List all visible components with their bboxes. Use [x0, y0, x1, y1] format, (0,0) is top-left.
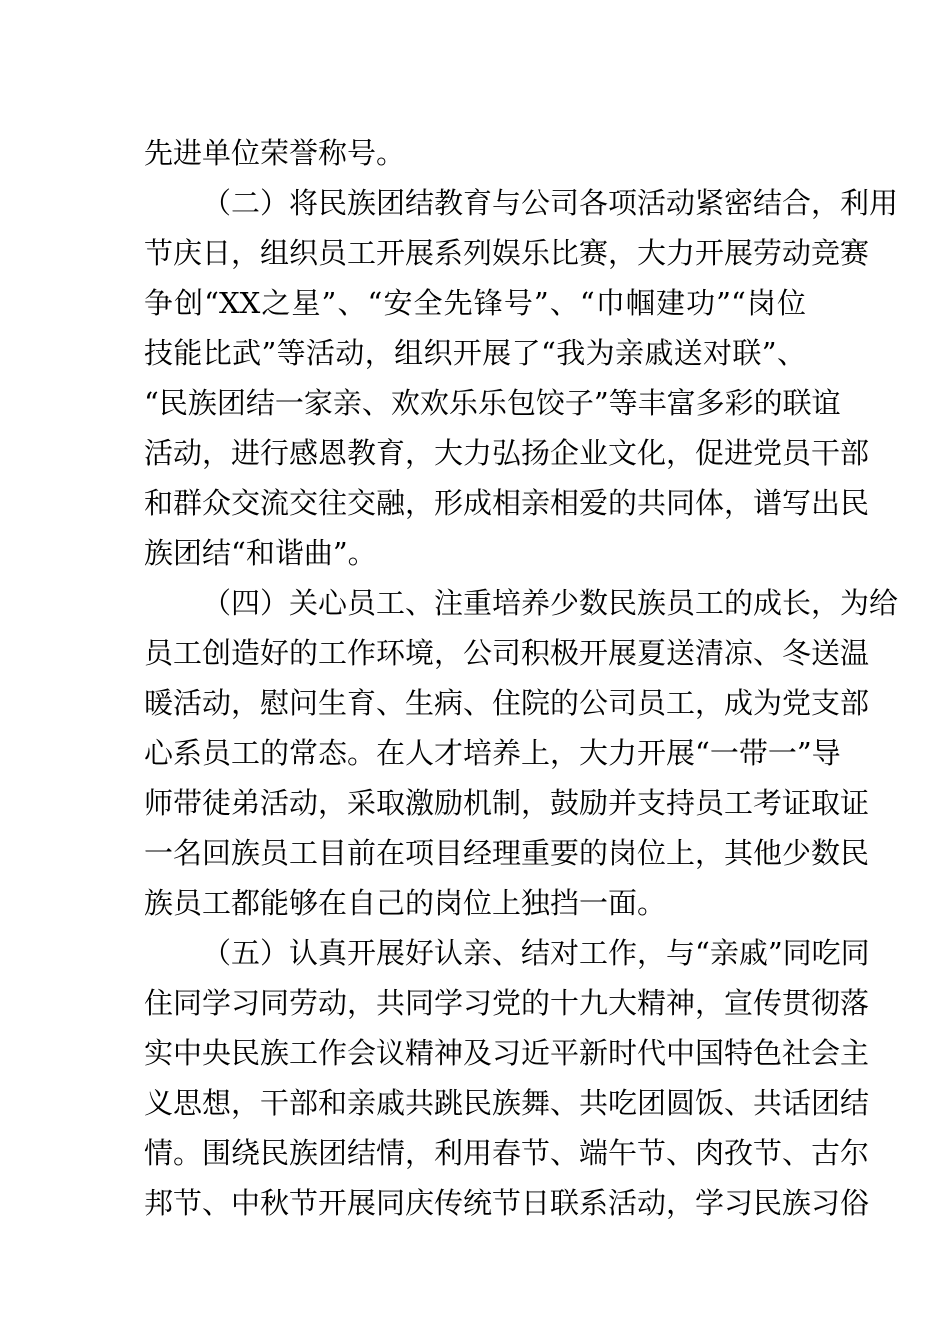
text-line: “民族团结一家亲、欢欢乐乐包饺子”等丰富多彩的联谊 [144, 386, 841, 420]
paragraph-p3 [144, 928, 870, 1228]
text-line: 住同学习同劳动，共同学习党的十九大精神，宣传贯彻落 [144, 986, 870, 1020]
text-line: 争创“XX之星”、“安全先锋号”、“巾帼建功”“岗位 [144, 286, 806, 320]
text-line: （五）认真开展好认亲、结对工作，与“亲戚”同吃同 [202, 936, 870, 970]
text-line: 技能比武”等活动，组织开展了“我为亲戚送对联”、 [144, 336, 806, 370]
text-line: 情。围绕民族团结情，利用春节、端午节、肉孜节、古尔 [144, 1136, 870, 1170]
text-line: 义思想，干部和亲戚共跳民族舞、共吃团圆饭、共话团结 [144, 1086, 870, 1120]
text-line: 实中央民族工作会议精神及习近平新时代中国特色社会主 [144, 1036, 870, 1070]
paragraph-p1 [144, 178, 899, 578]
text-line: 邦节、中秋节开展同庆传统节日联系活动，学习民族习俗 [144, 1186, 870, 1220]
text-line: 员工创造好的工作环境，公司积极开展夏送清凉、冬送温 [144, 636, 870, 670]
text-line: 族团结“和谐曲”。 [144, 536, 377, 570]
text-line: 族员工都能够在自己的岗位上独挡一面。 [144, 886, 667, 920]
text-line: 一名回族员工目前在项目经理重要的岗位上，其他少数民 [144, 836, 870, 870]
paragraph-p0 [144, 128, 806, 178]
text-line: 暖活动，慰问生育、生病、住院的公司员工，成为党支部 [144, 686, 870, 720]
document-body [144, 128, 899, 1228]
text-line: 活动，进行感恩教育，大力弘扬企业文化，促进党员干部 [144, 436, 870, 470]
text-line: 和群众交流交往交融，形成相亲相爱的共同体，谱写出民 [144, 486, 870, 520]
text-line: （四）关心员工、注重培养少数民族员工的成长，为给 [202, 586, 899, 620]
text-line: （二）将民族团结教育与公司各项活动紧密结合，利用 [202, 186, 899, 220]
text-line: 师带徒弟活动，采取激励机制，鼓励并支持员工考证取证 [144, 786, 870, 820]
text-line: 节庆日，组织员工开展系列娱乐比赛，大力开展劳动竞赛 [144, 236, 870, 270]
paragraph-p2 [144, 578, 899, 928]
text-line: 心系员工的常态。在人才培养上，大力开展“一带一”导 [144, 736, 841, 770]
text-line: 先进单位荣誉称号。 [144, 136, 406, 170]
